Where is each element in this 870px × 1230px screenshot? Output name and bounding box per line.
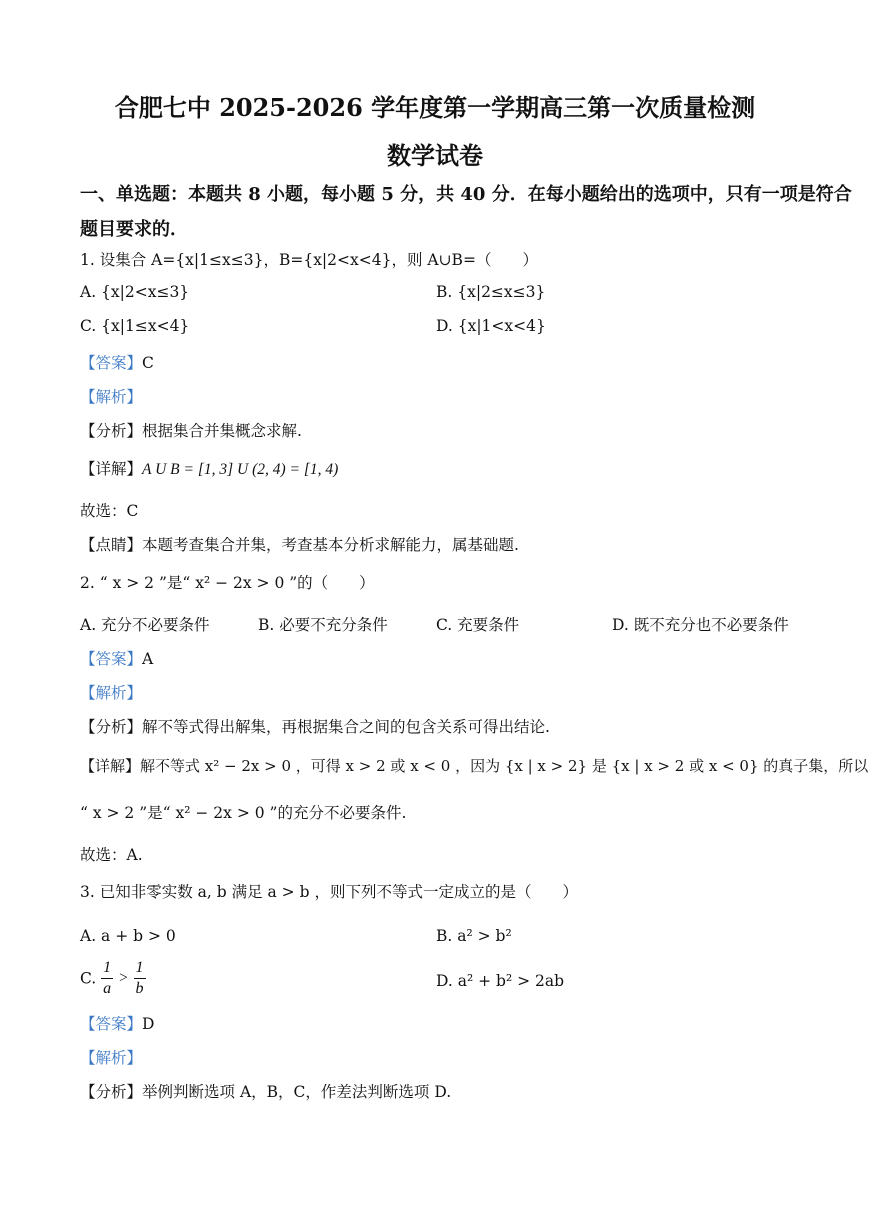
q1-stem: 1. 设集合 A={x|1≤x≤3}，B={x|2<x<4}，则 A∪B=（ ） (80, 251, 538, 269)
q3-option-c-label: C. (80, 969, 97, 988)
q2-answer-line (80, 647, 153, 669)
q1-detail: A U B = [1, 3] U (2, 4) = [1, 4) (142, 461, 339, 478)
q1-option-a: A. {x|2<x≤3} (80, 283, 190, 301)
q3-analysis-tag: 【解析】 (80, 1049, 143, 1067)
page-title: 合肥七中 2025-2026 学年度第一学期高三第一次质量检测 (114, 93, 756, 122)
fraction-1-over-a: $\frac{1}{a}$ (103, 959, 112, 997)
q2-conclusion: 故选：A. (80, 846, 143, 864)
section-heading-line1: 一、单选题：本题共 8 小题，每小题 5 分，共 40 分．在每小题给出的选项中，只有一项是符合 (80, 184, 852, 205)
section-heading-line2: 题目要求的． (80, 219, 188, 240)
q3-option-b: B. a² > b² (436, 927, 512, 945)
q1-option-b: B. {x|2≤x≤3} (436, 283, 546, 301)
q1-comment: 本题考查集合并集，考查基本分析求解能力，属基础题. (142, 536, 519, 554)
answer-tag: 【答案】 (80, 650, 143, 668)
q3-option-d: D. a² + b² > 2ab (436, 972, 565, 990)
answer-tag: 【答案】 (80, 354, 143, 372)
fenxi-tag: 【分析】 (80, 422, 143, 440)
q2-option-a: A. 充分不必要条件 (80, 616, 210, 634)
q3-option-c (80, 958, 146, 999)
q3-option-a: A. a + b > 0 (80, 927, 176, 945)
comment-tag: 【点睛】 (80, 536, 143, 554)
q2-answer: A (142, 650, 154, 668)
q1-conclusion: 故选：C (80, 502, 139, 520)
detail-tag: 【详解】 (80, 757, 141, 775)
q1-answer: C (142, 354, 154, 372)
q2-fenxi-line (80, 715, 550, 737)
q1-comment-line (80, 533, 519, 555)
q1-option-c: C. {x|1≤x<4} (80, 317, 190, 335)
q3-stem: 3. 已知非零实数 a, b 满足 a > b ，则下列不等式一定成立的是（ ） (80, 883, 578, 901)
q2-option-b: B. 必要不充分条件 (258, 616, 388, 634)
page-subtitle: 数学试卷 (387, 141, 483, 170)
q1-answer-line (80, 351, 154, 373)
q2-detail-line2: “ x > 2 ”是“ x² − 2x > 0 ”的充分不必要条件. (80, 804, 407, 822)
q2-option-d: D. 既不充分也不必要条件 (612, 616, 789, 634)
q2-detail1: 解不等式 x² − 2x > 0 ，可得 x > 2 或 x < 0 ，因为 {x | x > 2} 是 {x | x > 2 或 x < 0} 的真子集，所以 (140, 757, 869, 775)
q3-answer-line (80, 1012, 154, 1034)
fenxi-tag: 【分析】 (80, 1083, 143, 1101)
q1-option-d: D. {x|1<x<4} (436, 317, 546, 335)
q3-fenxi-line (80, 1080, 451, 1102)
q3-answer: D (142, 1015, 155, 1033)
q2-analysis-tag: 【解析】 (80, 684, 143, 702)
greater-than-sign: > (118, 969, 129, 987)
q1-fenxi: 根据集合并集概念求解. (142, 422, 302, 440)
answer-tag: 【答案】 (80, 1015, 143, 1033)
q1-detail-line (80, 457, 338, 479)
q1-analysis-tag: 【解析】 (80, 388, 143, 406)
q1-fenxi-line (80, 419, 302, 441)
detail-tag: 【详解】 (80, 460, 143, 478)
q2-detail-line1 (80, 755, 868, 776)
q3-fenxi: 举例判断选项 A，B，C，作差法判断选项 D. (142, 1083, 452, 1101)
fraction-1-over-b: $\frac{1}{b}$ (135, 959, 144, 997)
fenxi-tag: 【分析】 (80, 718, 143, 736)
q2-option-c: C. 充要条件 (436, 616, 520, 634)
q2-fenxi: 解不等式得出解集，再根据集合之间的包含关系可得出结论. (142, 718, 550, 736)
q2-stem: 2. “ x > 2 ”是“ x² − 2x > 0 ”的（ ） (80, 574, 375, 592)
